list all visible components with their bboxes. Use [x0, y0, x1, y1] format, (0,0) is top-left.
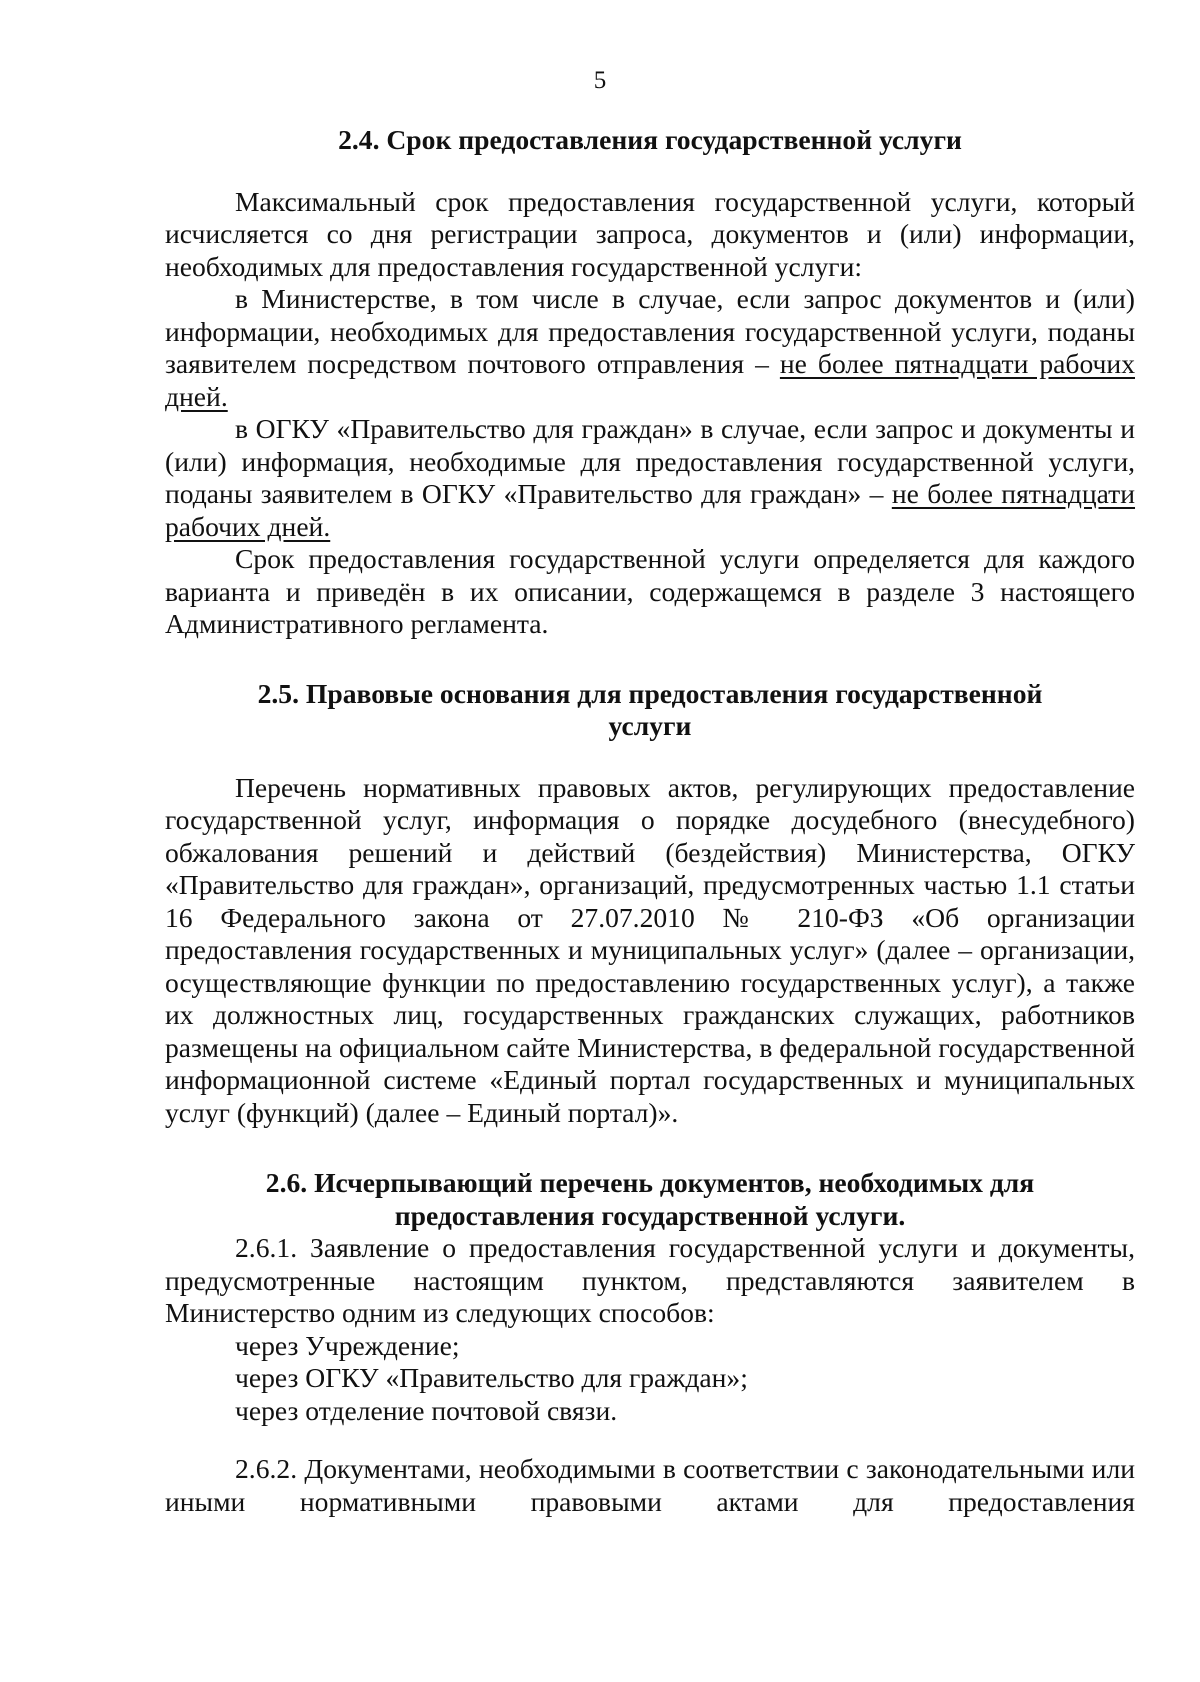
section-2-6-heading — [165, 1167, 1135, 1232]
section-2-4-paragraph-4: Срок предоставления государственной услуги определяется для каждого варианта и приведён в их описании, содержащемся в разделе 3 настоящего Административного регламента. — [165, 543, 1135, 639]
section-2-4-heading — [165, 124, 1135, 157]
section-2-6-title-line-2: предоставления государственной услуги. — [394, 1199, 906, 1231]
section-2-6-paragraph-2: 2.6.2. Документами, необходимыми в соответствии с законодательными или иными нормативными правовыми актами для предоставления — [165, 1453, 1135, 1517]
list-item: через отделение почтовой связи. — [235, 1394, 618, 1426]
list-item: через Учреждение; — [235, 1329, 460, 1361]
list-item: через ОГКУ «Правительство для граждан»; — [235, 1362, 748, 1393]
section-2-4-title: 2.4. Срок предоставления государственной услуги — [338, 124, 962, 155]
paragraph-2-text: в Министерстве, в том числе в случае, если запрос документов и (или) информации, необходимых для предоставления государственной услуги, поданы заявителем посредством почтового отправления – — [165, 283, 1135, 379]
section-2-4 — [165, 124, 1135, 641]
section-2-4-paragraph-1: Максимальный срок предоставления государственной услуги, который исчисляется со дня регистрации запроса, документов и (или) информации, необходимых для предоставления государственной услуги: — [165, 185, 1135, 282]
section-2-4-paragraph-2 — [165, 283, 1135, 413]
section-2-5-title-line-1: 2.5. Правовые основания для предоставления государственной — [257, 677, 1043, 709]
paragraph-3-text: в ОГКУ «Правительство для граждан» в случае, если запрос и документы и (или) информация, необходимые для предоставления государственной услуги, поданы заявителем в ОГКУ «Правительство для граждан» – — [165, 413, 1135, 509]
paragraph-3-term: не более пятнадцати рабочих дней. — [165, 478, 1136, 542]
document-body — [165, 124, 1135, 1518]
section-2-5 — [165, 678, 1135, 1130]
section-2-6-title-line-1: 2.6. Исчерпывающий перечень документов, необходимых для — [265, 1167, 1035, 1198]
section-2-6 — [165, 1167, 1135, 1518]
section-2-6-paragraph-1: 2.6.1. Заявление о предоставления государственной услуги и документы, предусмотренные настоящим пунктом, представляются заявителем в Министерство одним из следующих способов: — [165, 1232, 1135, 1328]
section-2-5-heading — [165, 678, 1135, 743]
page-number: 5 — [593, 67, 607, 94]
paragraph-2-term: не более пятнадцати рабочих дней. — [165, 348, 1135, 412]
section-2-5-paragraph-1: Перечень нормативных правовых актов, регулирующих предоставление государственной услуг, информация о порядке досудебного (внесудебного) обжалования решений и действий (бездействия) Министерства, ОГКУ «Правительство для граждан», организаций, предусмотренных частью 1.1 статьи 16 Федерального закона от 27.07.2010 № 210-ФЗ «Об организации предоставления государственных и муниципальных услуг» (далее – организации, осуществляющие функции по предоставлению государственных услуг), а также их должностных лиц, государственных гражданских служащих, работников размещены на официальном сайте Министерства, в федеральной государственной информационной системе «Единый портал государственных и муниципальных услуг (функций) (далее – Единый портал)». — [165, 771, 1135, 1128]
section-2-4-paragraph-3 — [165, 413, 1135, 543]
section-2-5-title-line-2: услуги — [608, 710, 692, 741]
